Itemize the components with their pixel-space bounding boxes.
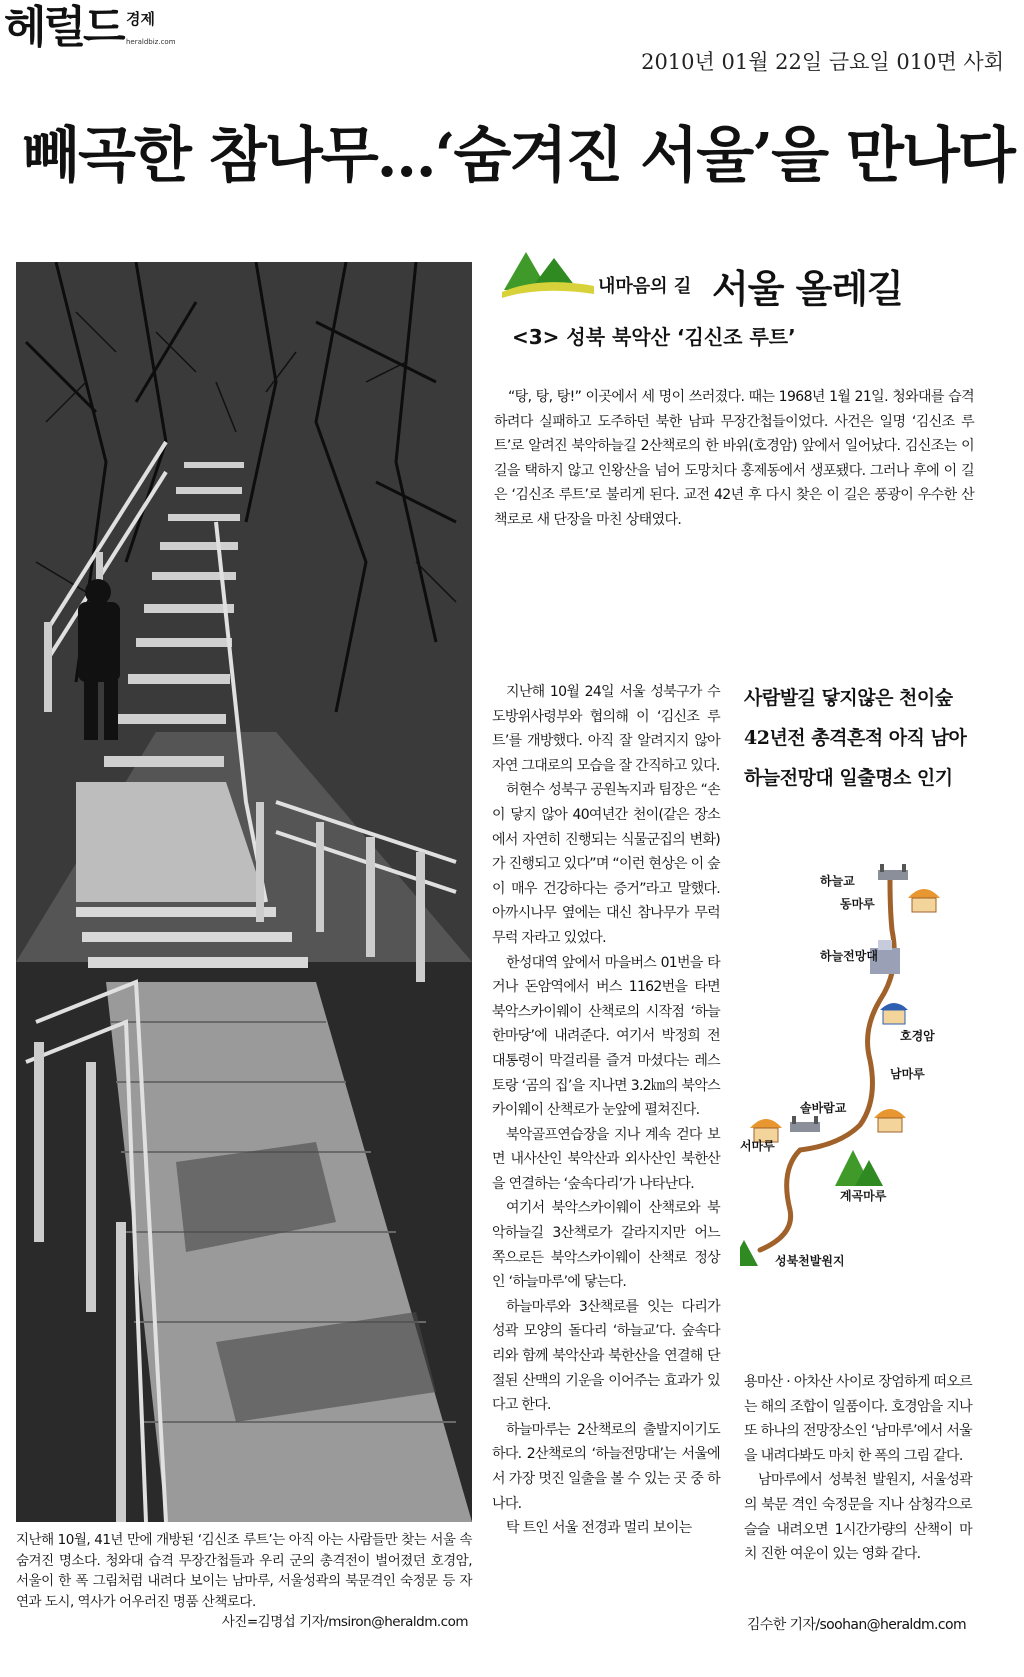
newspaper-logo-url: heraldbiz.com bbox=[126, 38, 176, 46]
body-paragraph: 용마산 · 아차산 사이로 장엄하게 떠오르는 해의 조합이 일품이다. 호경암을 지나 또 하나의 전망장소인 ‘남마루’에서 서울을 내려다봐도 마치 한 폭의 그림 같다. bbox=[744, 1374, 972, 1464]
map-label-hogyeongam: 호경암 bbox=[900, 1029, 935, 1043]
map-label-seomaru: 서마루 bbox=[740, 1139, 775, 1153]
map-label-dongmaru: 동마루 bbox=[840, 897, 875, 911]
body-paragraph: 남마루에서 성북천 발원지, 서울성곽의 북문 격인 숙정문을 지나 삼청각으로 슬슬 내려오면 1시간가량의 산책이 마치 진한 여운이 있는 영화 같다. bbox=[744, 1472, 972, 1563]
highlight-line: 하늘전망대 일출명소 인기 bbox=[744, 767, 953, 789]
body-paragraph: 여기서 북악스카이웨이 산책로와 북악하늘길 3산책로가 갈라지지만 어느 쪽으로든 북악스카이웨이 산책로 정상인 ‘하늘마루’에 닿는다. bbox=[492, 1200, 720, 1291]
body-paragraph: 하늘마루는 2산책로의 출발지이기도 하다. 2산책로의 ‘하늘전망대’는 서울에서 가장 멋진 일출을 볼 수 있는 곳 중 하나다. bbox=[492, 1421, 720, 1512]
lead-paragraph: “탕, 탕, 탕!” 이곳에서 세 명이 쓰러졌다. 때는 1968년 1월 21일. 청와대를 습격하려다 실패하고 도주하던 북한 남파 무장간첩들이었다. 사건은 일명 ‘김신조 루트’로 알려진 북악하늘길 2산책로의 한 바위(호경암) 앞에서 일어났다. 김신조는 이 길을 택하지 않고 인왕산을 넘어 도망치다 홍제동에서 생포됐다. 그러나 후에 이 길은 ‘김신조 루트’로 불리게 된다. 교전 42년 후 다시 찾은 이 길은 풍광이 우수한 산책로로 새 단장을 마친 상태였다. bbox=[494, 389, 974, 528]
hogyeongam-icon bbox=[880, 1003, 908, 1024]
byline: 김수한 기자/soohan@heraldm.com bbox=[746, 1617, 966, 1633]
pavilion-icon bbox=[874, 1109, 906, 1132]
body-column-1 bbox=[492, 680, 720, 1541]
bridge-icon bbox=[790, 1116, 820, 1132]
map-label-seongbukcheon: 성북천발원지 bbox=[775, 1254, 845, 1268]
article-photo bbox=[16, 262, 472, 1522]
dateline: 2010년 01월 22일 금요일 010면 사회 bbox=[641, 50, 1004, 74]
map-label-haneulgyo: 하늘교 bbox=[820, 874, 855, 888]
mountain-icon bbox=[835, 1150, 883, 1186]
map-label-solbaramgyo: 솔바람교 bbox=[800, 1101, 847, 1115]
article-lead bbox=[494, 385, 974, 533]
map-label-observatory: 하늘전망대 bbox=[820, 949, 878, 963]
map-label-gyegokmaru: 계곡마루 bbox=[840, 1189, 887, 1203]
route-map bbox=[740, 850, 990, 1280]
body-paragraph: 지난해 10월 24일 서울 성북구가 수도방위사령부와 협의해 이 ‘김신조 루트’를 개방했다. 아직 잘 알려지지 않아 자연 그대로의 모습을 잘 간직하고 있다. bbox=[492, 684, 720, 774]
body-paragraph: 탁 트인 서울 전경과 멀리 보이는 bbox=[506, 1520, 692, 1537]
photo-credit: 사진=김명섭 기자/msiron@heraldm.com bbox=[221, 1614, 468, 1630]
mountain-path-icon bbox=[500, 246, 596, 298]
mountain-icon bbox=[740, 1230, 758, 1266]
article-subtitle: <3> 성북 북악산 ‘김신조 루트’ bbox=[512, 325, 796, 349]
newspaper-logo: 헤럴드 bbox=[4, 2, 123, 53]
pavilion-icon bbox=[908, 889, 940, 912]
body-paragraph: 허현수 성북구 공원녹지과 팀장은 “손이 닿지 않아 40여년간 천이(같은 장소에서 자연히 진행되는 식물군집의 변화)가 진행되고 있다”며 “이런 현상은 이 숲이 매우 건강하다는 증거”라고 말했다. 아까시나무 옆에는 대신 참나무가 무럭무럭 자라고 있었다. bbox=[492, 782, 720, 946]
map-label-nammaru: 남마루 bbox=[890, 1067, 925, 1081]
photo-caption: 지난해 10월, 41년 만에 개방된 ‘김신조 루트’는 아직 아는 사람들만 찾는 서울 속 숨겨진 명소다. 청와대 습격 무장간첩들과 우리 군의 총격전이 벌어졌던 호경암, 서울이 한 폭 그림처럼 내려다 보이는 남마루, 서울성곽의 북문격인 숙정문 등 자연과 도시, 역사가 어우러진 명품 산책로다. bbox=[16, 1532, 472, 1610]
headline: 빼곡한 참나무…‘숨겨진 서울’을 만나다 bbox=[22, 121, 1014, 191]
stairs-photo-illustration bbox=[16, 262, 472, 1522]
article-highlights bbox=[744, 678, 966, 798]
highlight-line: 42년전 총격흔적 아직 남아 bbox=[744, 727, 967, 749]
newspaper-logo-sub: 경제 bbox=[126, 10, 155, 28]
body-paragraph: 북악골프연습장을 지나 계속 걷다 보면 내사산인 북악산과 외사산인 북한산을 연결하는 ‘숲속다리’가 나타난다. bbox=[492, 1126, 720, 1192]
body-paragraph: 한성대역 앞에서 마을버스 01번을 타거나 돈암역에서 버스 1162번을 타면 북악스카이웨이 산책로의 시작점 ‘하늘한마당’에 내려준다. 여기서 박정희 전 대통령이 막걸리를 즐겨 마셨다는 레스토랑 ‘곰의 집’을 지나면 3.2㎞의 북악스카이웨이 산책로가 눈앞에 펼쳐진다. bbox=[492, 954, 720, 1119]
series-title: 서울 올레길 bbox=[712, 266, 903, 311]
body-paragraph: 하늘마루와 3산책로를 잇는 다리가 성곽 모양의 돌다리 ‘하늘교’다. 숲속다리와 함께 북악산과 북한산을 연결해 단절된 산맥의 기운을 이어주는 효과가 있다고 한다. bbox=[492, 1298, 720, 1414]
highlight-line: 사람발길 닿지않은 천이숲 bbox=[744, 687, 953, 709]
bridge-icon bbox=[878, 864, 908, 880]
body-column-2 bbox=[744, 1370, 972, 1567]
series-label: 내마음의 길 bbox=[598, 276, 692, 297]
